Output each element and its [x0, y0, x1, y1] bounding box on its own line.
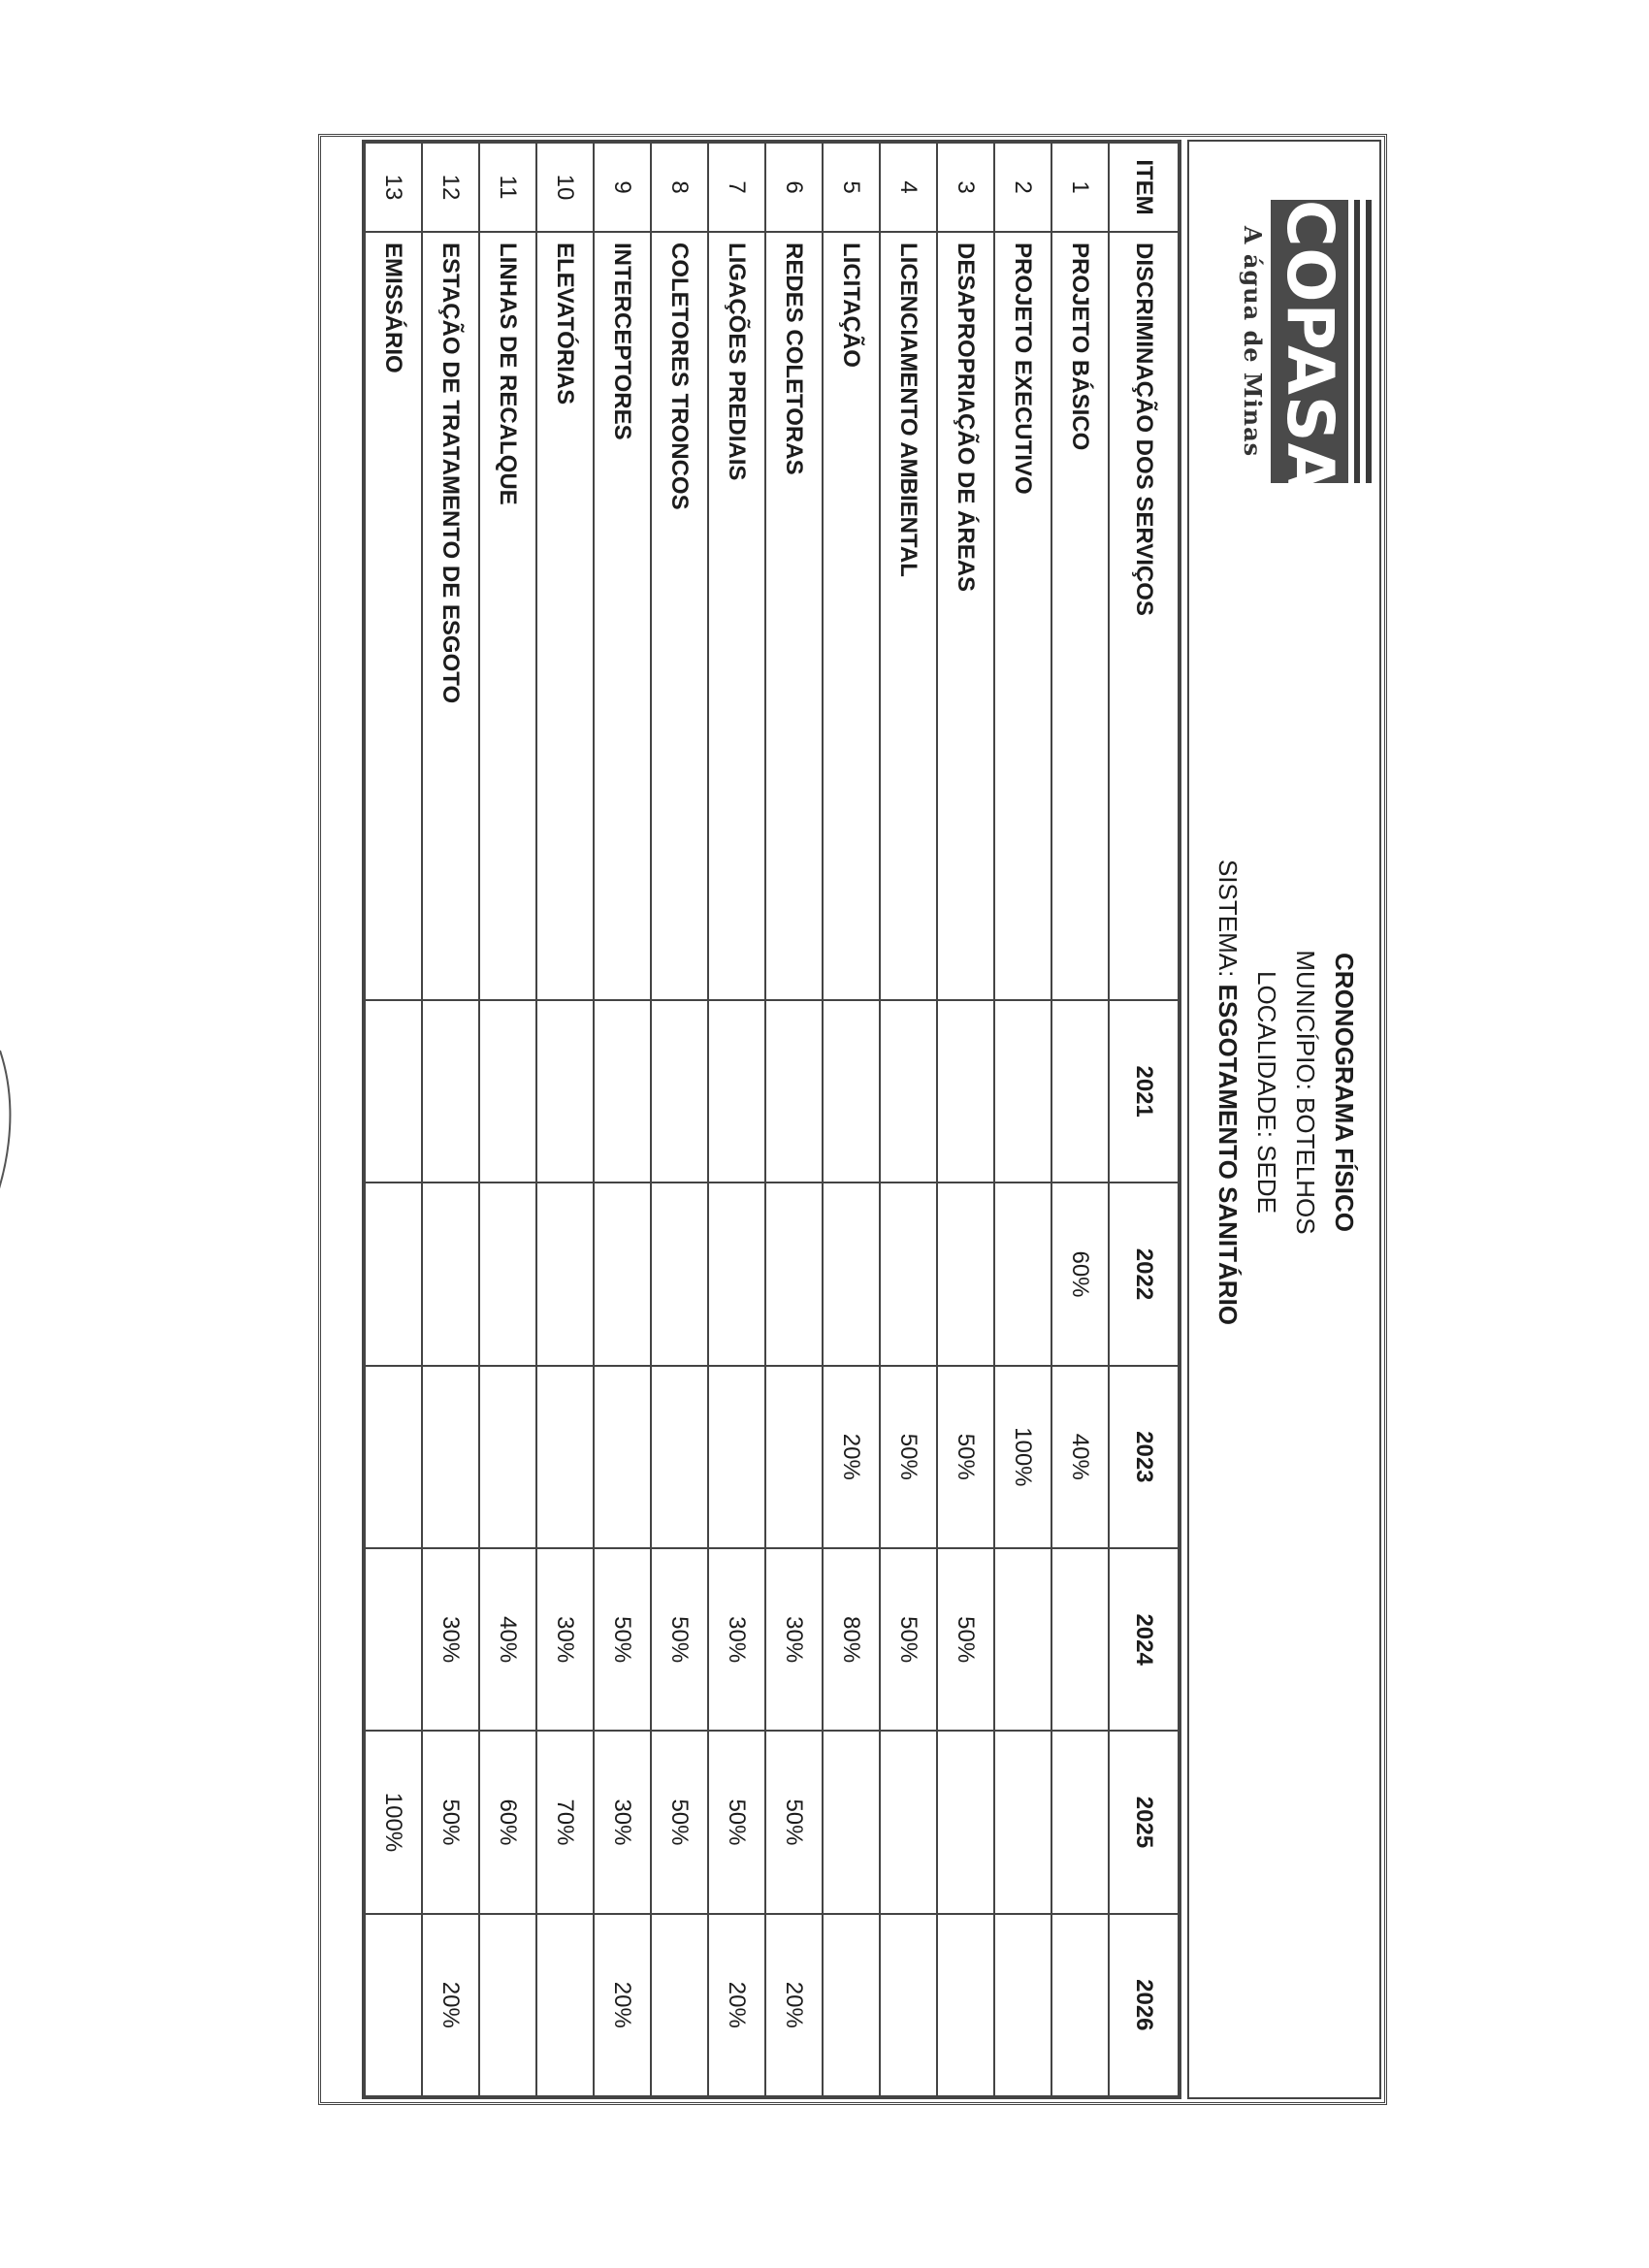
table-row — [594, 143, 651, 2096]
percent-cell-2026: 20% — [422, 1914, 479, 2096]
percent-cell-2026 — [994, 1914, 1051, 2096]
percent-cell-2025: 70% — [536, 1731, 594, 1913]
percent-cell-2024 — [365, 1548, 422, 1731]
item-number: 8 — [651, 143, 708, 232]
header-item: ITEM — [1109, 143, 1179, 232]
percent-cell-2023: 40% — [1051, 1366, 1109, 1548]
percent-cell-2025: 50% — [708, 1731, 765, 1913]
table-row — [479, 143, 536, 2096]
percent-cell-2023: 50% — [937, 1366, 994, 1548]
service-description: REDES COLETORAS — [765, 232, 823, 1000]
percent-cell-2024 — [1051, 1548, 1109, 1731]
logo-wordmark: COPASA — [1273, 200, 1347, 494]
percent-cell-2021 — [994, 1000, 1051, 1183]
item-number: 1 — [1051, 143, 1109, 232]
percent-cell-2025: 50% — [651, 1731, 708, 1913]
header-2023: 2023 — [1109, 1366, 1179, 1548]
table-body — [365, 143, 1109, 2096]
percent-cell-2024: 50% — [937, 1548, 994, 1731]
service-description: ELEVATÓRIAS — [536, 232, 594, 1000]
percent-cell-2022 — [365, 1183, 422, 1365]
table-row — [823, 143, 880, 2096]
sistema-value: ESGOTAMENTO SANITÁRIO — [1213, 984, 1243, 1326]
service-description: DESAPROPRIAÇÃO DE ÁREAS — [937, 232, 994, 1000]
table-row — [880, 143, 937, 2096]
header-box — [1187, 140, 1381, 2099]
municipio-line: MUNICÍPIO: BOTELHOS — [1291, 950, 1320, 1235]
header-2022: 2022 — [1109, 1183, 1179, 1365]
table-row — [994, 143, 1051, 2096]
percent-cell-2022 — [765, 1183, 823, 1365]
percent-cell-2021 — [651, 1000, 708, 1183]
percent-cell-2026 — [880, 1914, 937, 2096]
percent-cell-2022 — [594, 1183, 651, 1365]
percent-cell-2024 — [994, 1548, 1051, 1731]
item-number: 2 — [994, 143, 1051, 232]
service-description: PROJETO BÁSICO — [1051, 232, 1109, 1000]
percent-cell-2025: 60% — [479, 1731, 536, 1913]
table-row — [422, 143, 479, 2096]
percent-cell-2021 — [479, 1000, 536, 1183]
percent-cell-2024: 30% — [708, 1548, 765, 1731]
percent-cell-2026 — [479, 1914, 536, 2096]
percent-cell-2021 — [422, 1000, 479, 1183]
service-description: EMISSÁRIO — [365, 232, 422, 1000]
percent-cell-2021 — [1051, 1000, 1109, 1183]
percent-cell-2025 — [823, 1731, 880, 1913]
percent-cell-2026 — [365, 1914, 422, 2096]
item-number: 12 — [422, 143, 479, 232]
percent-cell-2022 — [708, 1183, 765, 1365]
item-number: 5 — [823, 143, 880, 232]
percent-cell-2026: 20% — [594, 1914, 651, 2096]
percent-cell-2024: 50% — [651, 1548, 708, 1731]
percent-cell-2022 — [422, 1183, 479, 1365]
percent-cell-2021 — [536, 1000, 594, 1183]
percent-cell-2023: 20% — [823, 1366, 880, 1548]
header-2025: 2025 — [1109, 1731, 1179, 1913]
sistema-label: SISTEMA: — [1213, 859, 1243, 985]
percent-cell-2023 — [422, 1366, 479, 1548]
percent-cell-2026 — [823, 1914, 880, 2096]
header-description: DISCRIMINAÇÃO DOS SERVIÇOS — [1109, 232, 1179, 1000]
item-number: 10 — [536, 143, 594, 232]
item-number: 11 — [479, 143, 536, 232]
localidade-line: LOCALIDADE: SEDE — [1252, 971, 1281, 1214]
item-number: 3 — [937, 143, 994, 232]
percent-cell-2022 — [994, 1183, 1051, 1365]
header-2024: 2024 — [1109, 1548, 1179, 1731]
percent-cell-2023 — [594, 1366, 651, 1548]
percent-cell-2022 — [937, 1183, 994, 1365]
percent-cell-2022: 60% — [1051, 1183, 1109, 1365]
percent-cell-2025: 50% — [422, 1731, 479, 1913]
document-title: CRONOGRAMA FÍSICO — [1330, 953, 1359, 1232]
percent-cell-2021 — [594, 1000, 651, 1183]
percent-cell-2023: 50% — [880, 1366, 937, 1548]
percent-cell-2025: 100% — [365, 1731, 422, 1913]
percent-cell-2024: 30% — [765, 1548, 823, 1731]
header-2021: 2021 — [1109, 1000, 1179, 1183]
item-number: 6 — [765, 143, 823, 232]
percent-cell-2024: 40% — [479, 1548, 536, 1731]
percent-cell-2025 — [880, 1731, 937, 1913]
table-row — [365, 143, 422, 2096]
table-row — [708, 143, 765, 2096]
percent-cell-2026 — [536, 1914, 594, 2096]
sistema-line — [1209, 801, 1247, 1383]
percent-cell-2024: 50% — [594, 1548, 651, 1731]
schedule-table — [364, 142, 1180, 2097]
service-description: PROJETO EXECUTIVO — [994, 232, 1051, 1000]
table-row — [765, 143, 823, 2096]
percent-cell-2023 — [479, 1366, 536, 1548]
percent-cell-2021 — [708, 1000, 765, 1183]
percent-cell-2022 — [880, 1183, 937, 1365]
item-number: 7 — [708, 143, 765, 232]
service-description: LICENCIAMENTO AMBIENTAL — [880, 232, 937, 1000]
percent-cell-2025 — [937, 1731, 994, 1913]
header-2026: 2026 — [1109, 1914, 1179, 2096]
percent-cell-2023 — [651, 1366, 708, 1548]
percent-cell-2024: 30% — [536, 1548, 594, 1731]
logo-stripe — [1366, 200, 1372, 483]
percent-cell-2026 — [937, 1914, 994, 2096]
percent-cell-2021 — [823, 1000, 880, 1183]
service-description: LINHAS DE RECALQUE — [479, 232, 536, 1000]
percent-cell-2025 — [994, 1731, 1051, 1913]
table-header-row — [1109, 143, 1179, 2096]
percent-cell-2021 — [765, 1000, 823, 1183]
percent-cell-2026 — [1051, 1914, 1109, 2096]
service-description: LICITAÇÃO — [823, 232, 880, 1000]
logo-stripe — [1354, 200, 1360, 483]
percent-cell-2023 — [765, 1366, 823, 1548]
percent-cell-2024: 30% — [422, 1548, 479, 1731]
percent-cell-2023: 100% — [994, 1366, 1051, 1548]
schedule-table-box — [362, 140, 1181, 2099]
document-titles — [1209, 801, 1364, 1383]
schedule-sheet — [312, 134, 1387, 2113]
percent-cell-2021 — [880, 1000, 937, 1183]
item-number: 9 — [594, 143, 651, 232]
percent-cell-2023 — [365, 1366, 422, 1548]
copasa-logo — [1226, 200, 1372, 494]
percent-cell-2021 — [937, 1000, 994, 1183]
percent-cell-2023 — [708, 1366, 765, 1548]
table-row — [1051, 143, 1109, 2096]
table-row — [536, 143, 594, 2096]
percent-cell-2022 — [479, 1183, 536, 1365]
logo-tagline: A água de Minas — [1239, 225, 1267, 458]
service-description: INTERCEPTORES — [594, 232, 651, 1000]
item-number: 13 — [365, 143, 422, 232]
table-row — [937, 143, 994, 2096]
service-description: LIGAÇÕES PREDIAIS — [708, 232, 765, 1000]
service-description: ESTAÇÃO DE TRATAMENTO DE ESGOTO — [422, 232, 479, 1000]
percent-cell-2025 — [1051, 1731, 1109, 1913]
percent-cell-2026: 20% — [708, 1914, 765, 2096]
percent-cell-2022 — [651, 1183, 708, 1365]
percent-cell-2026: 20% — [765, 1914, 823, 2096]
percent-cell-2024: 80% — [823, 1548, 880, 1731]
percent-cell-2024: 50% — [880, 1548, 937, 1731]
percent-cell-2023 — [536, 1366, 594, 1548]
percent-cell-2025: 30% — [594, 1731, 651, 1913]
service-description: COLETORES TRONCOS — [651, 232, 708, 1000]
table-row — [651, 143, 708, 2096]
percent-cell-2022 — [823, 1183, 880, 1365]
percent-cell-2021 — [365, 1000, 422, 1183]
percent-cell-2022 — [536, 1183, 594, 1365]
item-number: 4 — [880, 143, 937, 232]
percent-cell-2025: 50% — [765, 1731, 823, 1913]
handwritten-signature — [0, 1031, 39, 1322]
percent-cell-2026 — [651, 1914, 708, 2096]
